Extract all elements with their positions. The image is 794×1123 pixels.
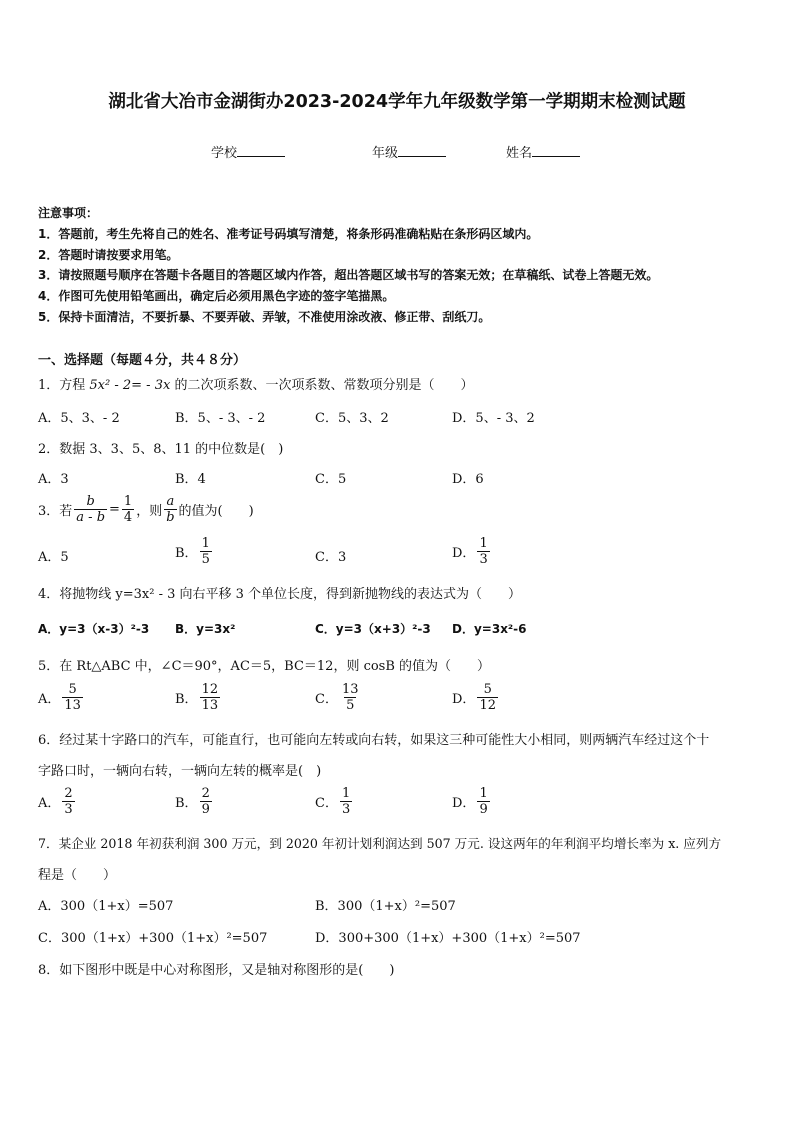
- q1-stem-start: 1．方程: [38, 378, 90, 393]
- grade-label: 年级: [372, 146, 399, 161]
- fraction-numerator: 2: [201, 786, 210, 801]
- option-fraction: [62, 682, 83, 713]
- q5-option-a: [38, 682, 85, 713]
- q3-option-c: C．3: [315, 550, 347, 565]
- question-4: 4．将抛物线 y=3x² - 3 向右平移 3 个单位长度，得到新抛物线的表达式为（ ）: [38, 587, 522, 602]
- option-fraction: [477, 682, 498, 713]
- fraction-numerator: 2: [64, 786, 73, 801]
- fraction-numerator: 1: [341, 786, 351, 801]
- q7-option-b: B．300（1+x）²=507: [315, 899, 456, 914]
- q4-option-a: A．y=3（x-3）²-3: [38, 622, 150, 636]
- fraction-denominator: 9: [479, 802, 488, 817]
- option-label: C．: [315, 692, 338, 707]
- q7-option-a: A．300（1+x）=507: [38, 899, 174, 914]
- question-6-line-1: 6．经过某十字路口的汽车，可能直行，也可能向左转或向右转，如果这三种可能性大小相同，则两辆汽车经过这个十: [38, 733, 710, 748]
- option-fraction: [200, 536, 212, 567]
- fraction-denominator: 3: [64, 802, 73, 817]
- option-fraction: [200, 786, 212, 817]
- fraction-denominator: a - b: [76, 510, 106, 525]
- grade-blank: [398, 144, 446, 157]
- notes-heading: 注意事项：: [38, 206, 99, 220]
- name-label: 姓名: [506, 146, 533, 161]
- q2-option-d: D．6: [452, 472, 484, 487]
- question-7-line-2: 程是（ ）: [38, 868, 117, 883]
- school-field: [211, 142, 285, 161]
- option-fraction: [477, 536, 489, 567]
- fraction-denominator: 13: [201, 698, 219, 713]
- note-item: 1．答题前，考生先将自己的姓名、准考证号码填写清楚，将条形码准确粘贴在条形码区域内。: [38, 227, 539, 241]
- question-7-line-1: 7．某企业 2018 年初获利润 300 万元，到 2020 年初计划利润达到 507 万元. 设这两年的年利润平均增长率为 x. 应列方: [38, 836, 722, 851]
- q6-option-b: [175, 786, 214, 817]
- q5-option-d: [452, 682, 500, 713]
- name-field: [506, 142, 580, 161]
- note-item: 4．作图可先使用铅笔画出，确定后必须用黑色字迹的签字笔描黑。: [38, 289, 395, 303]
- option-fraction: [62, 786, 74, 817]
- option-label: D．: [452, 546, 476, 561]
- q1-stem-end: 的二次项系数、一次项系数、常数项分别是（ ）: [170, 378, 474, 393]
- fraction-denominator: 13: [64, 698, 81, 713]
- fraction-numerator: a: [166, 494, 175, 509]
- option-label: B．: [175, 796, 198, 811]
- fraction-numerator: 1: [479, 786, 488, 801]
- q1-option-b: B．5、- 3、- 2: [175, 411, 266, 426]
- q5-option-c: [315, 682, 363, 713]
- option-label: D．: [452, 692, 476, 707]
- question-3: [38, 494, 254, 525]
- q3-option-b: [175, 536, 214, 567]
- fraction-denominator: 3: [479, 552, 488, 567]
- q2-option-b: B．4: [175, 472, 206, 487]
- grade-field: [372, 142, 446, 161]
- q3-fraction-b-over-a-minus-b: [74, 494, 107, 525]
- fraction-numerator: 5: [483, 682, 492, 697]
- note-item: 2．答题时请按要求用笔。: [38, 248, 179, 262]
- option-label: B．: [175, 546, 198, 561]
- q5-option-b: [175, 682, 222, 713]
- q6-option-d: [452, 786, 492, 817]
- page-title: 湖北省大冶市金湖街办2023-2024学年九年级数学第一学期期末检测试题: [108, 92, 686, 112]
- question-1: [38, 374, 473, 393]
- option-fraction: [477, 786, 489, 817]
- fraction-denominator: b: [166, 510, 175, 525]
- q1-option-a: A．5、3、- 2: [38, 411, 120, 426]
- q3-option-d: [452, 536, 492, 567]
- option-fraction: [200, 682, 221, 713]
- q4-option-d: D．y=3x²-6: [452, 622, 527, 636]
- question-5: 5．在 Rt△ABC 中，∠C＝90°，AC＝5，BC＝12，则 cosB 的值为（ ）: [38, 659, 491, 674]
- q3-fraction-one-quarter: [122, 494, 134, 525]
- q2-option-a: A．3: [38, 472, 69, 487]
- note-item: 5．保持卡面清洁，不要折暴、不要弄破、弄皱，不准使用涂改液、修正带、刮纸刀。: [38, 310, 491, 324]
- q4-option-b: B．y=3x²: [175, 622, 236, 636]
- q6-option-c: [315, 786, 354, 817]
- q2-option-c: C．5: [315, 472, 347, 487]
- fraction-numerator: 5: [68, 682, 77, 697]
- fraction-denominator: 5: [201, 552, 210, 567]
- q7-option-c: C．300（1+x）+300（1+x）²=507: [38, 931, 268, 946]
- school-label: 学校: [211, 146, 238, 161]
- q3-stem-start: 3．若: [38, 504, 73, 519]
- question-8: 8．如下图形中既是中心对称图形，又是轴对称图形的是( ): [38, 963, 395, 978]
- fraction-numerator: 12: [201, 682, 219, 697]
- q1-option-d: D．5、- 3、2: [452, 411, 535, 426]
- fraction-numerator: 1: [479, 536, 488, 551]
- q3-option-a: A．5: [38, 550, 69, 565]
- fraction-numerator: 13: [341, 682, 359, 697]
- option-label: C．: [315, 796, 338, 811]
- q4-option-c: C．y=3（x+3）²-3: [315, 622, 431, 636]
- q1-option-c: C．5、3、2: [315, 411, 389, 426]
- option-fraction: [340, 786, 352, 817]
- q6-option-a: [38, 786, 77, 817]
- fraction-numerator: 1: [123, 494, 133, 509]
- name-blank: [532, 144, 580, 157]
- fraction-denominator: 9: [201, 802, 210, 817]
- option-fraction: [340, 682, 361, 713]
- fraction-denominator: 12: [479, 698, 496, 713]
- question-2: 2．数据 3、3、5、8、11 的中位数是( ): [38, 442, 284, 457]
- option-label: A．: [38, 692, 61, 707]
- fraction-denominator: 4: [123, 510, 133, 525]
- fraction-denominator: 3: [341, 802, 351, 817]
- question-6-line-2: 字路口时，一辆向右转，一辆向左转的概率是( ): [38, 764, 322, 779]
- q3-equals: =: [109, 502, 120, 517]
- option-label: B．: [175, 692, 198, 707]
- note-item: 3．请按照题号顺序在答题卡各题目的答题区域内作答，超出答题区域书写的答案无效；在草稿纸、试卷上答题无效。: [38, 268, 659, 282]
- q3-fraction-a-over-b: [164, 494, 176, 525]
- q3-stem-end: 的值为( ): [178, 504, 254, 519]
- fraction-denominator: 5: [346, 698, 355, 713]
- q1-equation: 5x² - 2= - 3x: [89, 378, 171, 393]
- section-heading: 一、选择题（每题４分，共４８分）: [38, 353, 247, 368]
- fraction-numerator: 1: [201, 536, 210, 551]
- q3-then: ，则: [136, 504, 163, 519]
- option-label: A．: [38, 796, 61, 811]
- q7-option-d: D．300+300（1+x）+300（1+x）²=507: [315, 931, 581, 946]
- fraction-numerator: b: [86, 494, 95, 509]
- option-label: D．: [452, 796, 476, 811]
- school-blank: [237, 144, 285, 157]
